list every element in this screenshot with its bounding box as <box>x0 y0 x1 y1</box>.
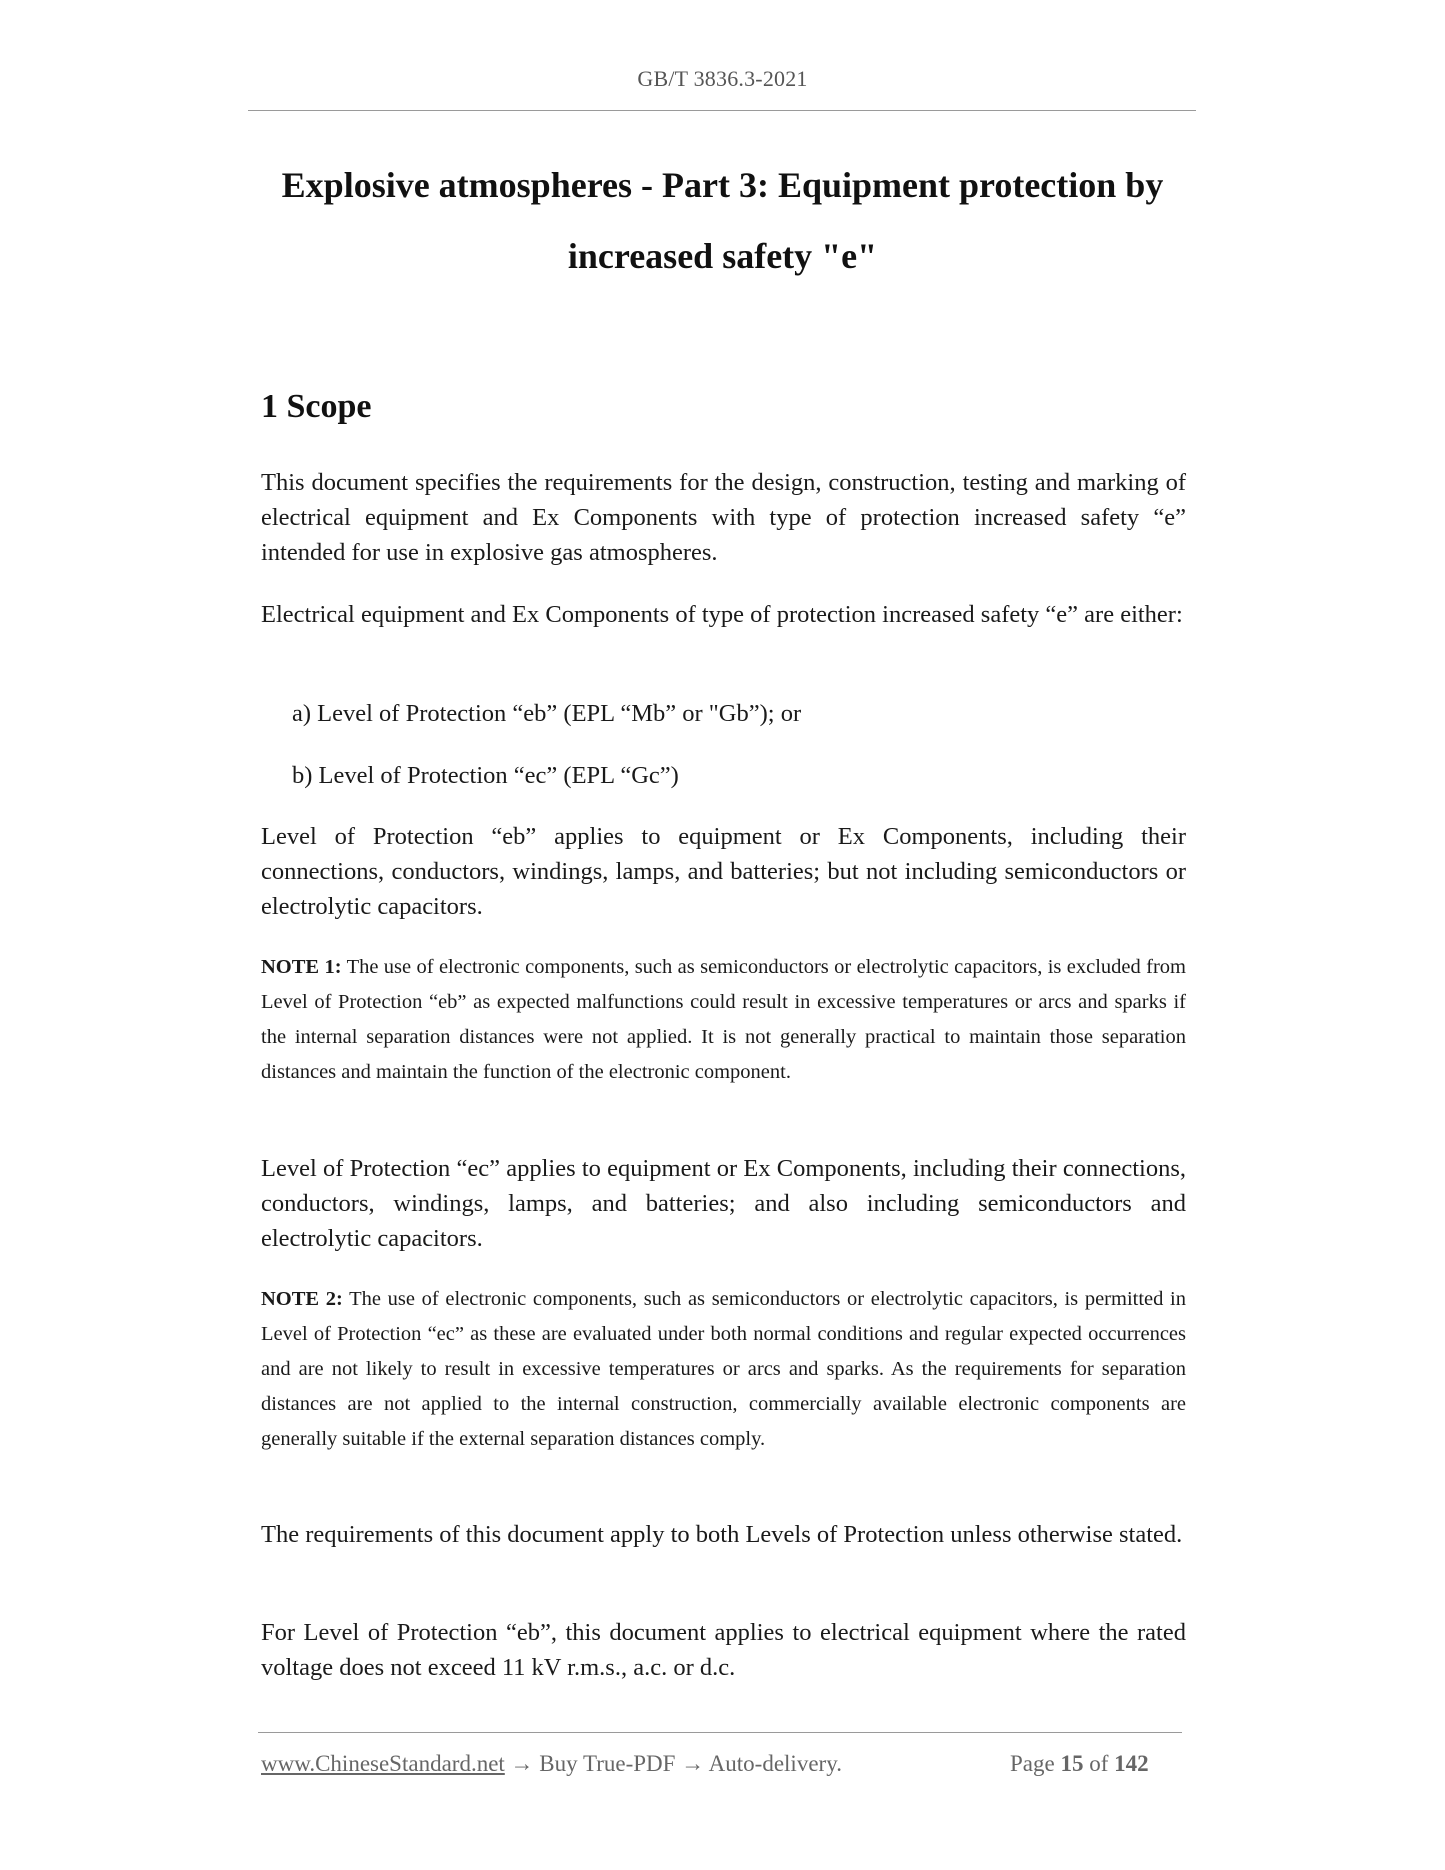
list-item-a: a) Level of Protection “eb” (EPL “Mb” or "Gb”); or <box>292 700 802 727</box>
note-1-label: NOTE 1: <box>261 956 342 978</box>
scope-paragraph-4: Level of Protection “ec” applies to equipment or Ex Components, including their connections, conductors, windings, lamps, and batteries; and also including semiconductors and electrolytic capacitors. <box>261 1155 1186 1252</box>
website-link[interactable]: www.ChineseStandard.net <box>261 1751 505 1776</box>
note-1 <box>261 950 1186 1090</box>
section-heading: 1 Scope <box>261 388 372 425</box>
auto-delivery-text: Auto-delivery. <box>708 1751 842 1776</box>
title-line-1: Explosive atmospheres - Part 3: Equipment protection by <box>281 165 1164 205</box>
scope-paragraph-6: For Level of Protection “eb”, this document applies to electrical equipment where the rated voltage does not exceed 11 kV r.m.s., a.c. or d.c. <box>261 1619 1186 1681</box>
scope-paragraph-3: Level of Protection “eb” applies to equipment or Ex Components, including their connections, conductors, windings, lamps, and batteries; but not including semiconductors or electrolytic capacitors. <box>261 823 1186 920</box>
note-2 <box>261 1282 1186 1457</box>
scope-paragraph-2: Electrical equipment and Ex Components of type of protection increased safety “e” are either: <box>261 601 1183 628</box>
page-total: 142 <box>1114 1751 1149 1776</box>
list-item-b: b) Level of Protection “ec” (EPL “Gc”) <box>292 762 679 789</box>
header-divider <box>248 110 1196 111</box>
buy-pdf-text: Buy True-PDF <box>539 1751 676 1776</box>
footer-divider <box>258 1732 1182 1733</box>
arrow-right-icon: → <box>510 1751 534 1776</box>
header-doc-code: GB/T 3836.3-2021 <box>637 66 808 91</box>
page-word: Page <box>1010 1751 1055 1776</box>
page-current: 15 <box>1060 1751 1084 1776</box>
footer-promo <box>261 1751 842 1777</box>
note-1-text: The use of electronic components, such as semiconductors or electrolytic capacitors, is excluded from Level of Protection “eb” as expected malfunctions could result in excessive temperatures or arcs and sparks if the internal separation distances were not applied. It is not generally practical to maintain those separation distances and maintain the function of the electronic component. <box>261 956 1186 1083</box>
scope-paragraph-5: The requirements of this document apply to both Levels of Protection unless otherwise stated. <box>261 1521 1183 1548</box>
arrow-right-icon: → <box>681 1751 705 1776</box>
page-number <box>1010 1751 1149 1777</box>
note-2-text: The use of electronic components, such as semiconductors or electrolytic capacitors, is permitted in Level of Protection “ec” as these are evaluated under both normal conditions and regular expected occurrences and are not likely to result in excessive temperatures or arcs and sparks. As the requirements for separation distances are not applied to the internal construction, commercially available electronic components are generally suitable if the external separation distances comply. <box>261 1288 1186 1450</box>
note-2-label: NOTE 2: <box>261 1288 343 1310</box>
scope-paragraph-1: This document specifies the requirements for the design, construction, testing and marking of electrical equipment and Ex Components with type of protection increased safety “e” intended for use in explosive gas atmospheres. <box>261 469 1186 566</box>
title-line-2: increased safety "e" <box>567 236 878 276</box>
document-title <box>230 150 1215 292</box>
of-word: of <box>1089 1751 1109 1776</box>
